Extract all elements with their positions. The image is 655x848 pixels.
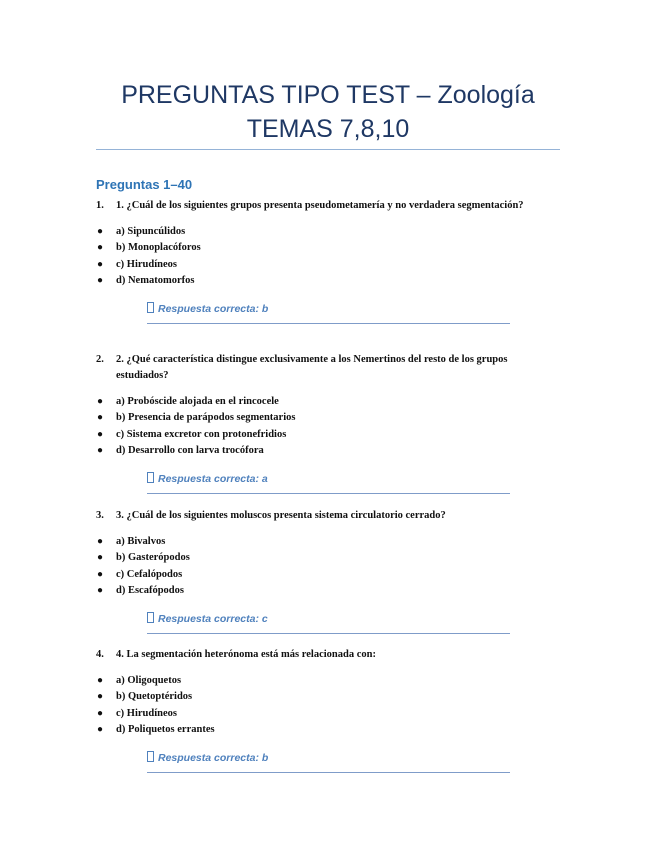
option-item	[96, 567, 536, 583]
option-list	[96, 394, 536, 460]
bullet-icon: ●	[97, 258, 104, 270]
correct-answer	[147, 751, 510, 773]
option-label: c) Hirudíneos	[116, 707, 177, 719]
bullet-icon: ●	[97, 445, 104, 457]
bullet-icon: ●	[97, 412, 104, 424]
bullet-icon: ●	[97, 675, 104, 686]
option-item	[96, 443, 536, 459]
bullet-icon: ●	[97, 691, 104, 703]
question-number: 2.	[96, 354, 104, 365]
question-text	[96, 198, 536, 214]
question-prompt: 4. La segmentación heterónoma está más relacionada con:	[116, 649, 376, 660]
option-item	[96, 427, 536, 443]
option-list	[96, 224, 536, 290]
answer-text: Respuesta correcta: b	[158, 302, 269, 315]
option-list	[96, 534, 536, 600]
option-label: a) Sipuncúlidos	[116, 226, 186, 237]
question-prompt: 1. ¿Cuál de los siguientes grupos presenta pseudometamería y no verdadera segmentación?	[116, 200, 524, 211]
option-label: a) Bivalvos	[116, 536, 166, 547]
answer-marker-icon	[147, 302, 154, 313]
option-item	[96, 410, 536, 426]
title-divider	[96, 149, 560, 150]
answer-text: Respuesta correcta: b	[158, 751, 269, 764]
option-item	[96, 689, 536, 705]
bullet-icon: ●	[97, 242, 104, 254]
option-label: a) Probóscide alojada en el rincocele	[116, 396, 279, 407]
option-label: a) Oligoquetos	[116, 675, 182, 686]
bullet-icon: ●	[97, 552, 104, 564]
option-item	[96, 583, 536, 599]
option-label: d) Desarrollo con larva trocófora	[116, 445, 264, 457]
bullet-icon: ●	[97, 536, 104, 547]
correct-answer	[147, 472, 510, 494]
option-item	[96, 706, 536, 722]
answer-marker-icon	[147, 751, 154, 762]
question-prompt: 3. ¿Cuál de los siguientes moluscos presenta sistema circulatorio cerrado?	[116, 510, 446, 521]
question-number: 4.	[96, 649, 104, 660]
option-label: b) Presencia de parápodos segmentarios	[116, 412, 296, 424]
option-item	[96, 224, 536, 240]
option-item	[96, 240, 536, 256]
correct-answer	[147, 612, 510, 634]
question-number: 3.	[96, 510, 104, 521]
option-label: b) Quetoptéridos	[116, 691, 193, 703]
question-prompt: 2. ¿Qué característica distingue exclusivamente a los Nemertinos del resto de los grupos estudiados?	[116, 354, 508, 381]
document-title	[96, 78, 560, 146]
bullet-icon: ●	[97, 707, 104, 719]
bullet-icon: ●	[97, 428, 104, 440]
option-label: c) Hirudíneos	[116, 258, 177, 270]
bullet-icon: ●	[97, 724, 104, 736]
question-1	[96, 198, 536, 324]
question-4	[96, 647, 536, 773]
option-item	[96, 673, 536, 689]
option-label: c) Cefalópodos	[116, 568, 183, 580]
option-label: b) Gasterópodos	[116, 552, 190, 564]
bullet-icon: ●	[97, 226, 104, 237]
answer-marker-icon	[147, 472, 154, 483]
question-number: 1.	[96, 200, 104, 211]
option-label: d) Escafópodos	[116, 585, 184, 597]
question-text	[96, 647, 536, 663]
question-2	[96, 352, 536, 494]
option-item	[96, 722, 536, 738]
answer-marker-icon	[147, 612, 154, 623]
title-line-2: TEMAS 7,8,10	[246, 115, 410, 143]
correct-answer	[147, 302, 510, 324]
option-label: c) Sistema excretor con protonefridios	[116, 428, 287, 440]
title-line-1: PREGUNTAS TIPO TEST – Zoología	[121, 81, 535, 109]
answer-text: Respuesta correcta: a	[158, 472, 268, 485]
option-item	[96, 394, 536, 410]
option-item	[96, 257, 536, 273]
bullet-icon: ●	[97, 396, 104, 407]
question-text	[96, 508, 536, 524]
option-label: d) Nematomorfos	[116, 275, 195, 287]
bullet-icon: ●	[97, 585, 104, 597]
question-3	[96, 508, 536, 634]
option-label: d) Poliquetos errantes	[116, 724, 215, 736]
question-text	[96, 352, 536, 384]
option-item	[96, 534, 536, 550]
option-list	[96, 673, 536, 739]
answer-text: Respuesta correcta: c	[158, 612, 268, 625]
section-heading: Preguntas 1–40	[96, 177, 193, 192]
bullet-icon: ●	[97, 568, 104, 580]
option-label: b) Monoplacóforos	[116, 242, 201, 254]
option-item	[96, 550, 536, 566]
bullet-icon: ●	[97, 275, 104, 287]
option-item	[96, 273, 536, 289]
